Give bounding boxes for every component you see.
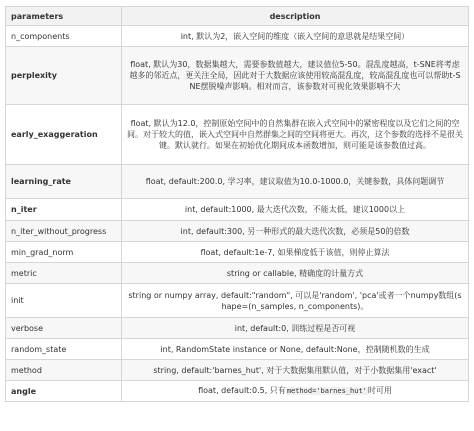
table-row (6, 242, 469, 263)
param-name: method (6, 360, 122, 381)
param-name: early_exaggeration (6, 105, 122, 165)
param-description: float, default:1e-7, 如果梯度低于该值，则停止算法 (122, 242, 469, 263)
param-description: string or numpy array, default:"random", 可以是'random', 'pca'或者一个numpy数组(shape=(n_samples, n_components)。 (122, 284, 469, 318)
param-name: random_state (6, 339, 122, 360)
table-row (6, 360, 469, 381)
param-description: string or callable, 精确度的计量方式 (122, 263, 469, 284)
table-row (6, 26, 469, 47)
param-description: int, default:1000, 最大迭代次数，不能太低，建议1000以上 (122, 199, 469, 221)
desc-text-after: 时可用 (367, 386, 392, 395)
header-parameters: parameters (6, 7, 122, 26)
param-description: string, default:'barnes_hut', 对于大数据集用默认值，对于小数据集用'exact' (122, 360, 469, 381)
desc-text-before: float, default:0.5, 只有 (198, 386, 286, 395)
param-description: int, default:300, 另一种形式的最大迭代次数，必须是50的倍数 (122, 221, 469, 242)
code-snippet: method='barnes_hut' (286, 387, 367, 395)
param-name: n_iter (6, 199, 122, 221)
table-row (6, 105, 469, 165)
param-description (122, 381, 469, 402)
parameters-table (5, 6, 469, 402)
param-description: float, 默认为12.0，控制原始空间中的自然集群在嵌入式空间中的紧密程度以及它们之间的空间。对于较大的值，嵌入式空间中自然群集之间的空间将更大。再次，这个参数的选择不是很关键。默认就行。如果在初始优化期间成本函数增加，则可能是该参数值过高。 (122, 105, 469, 165)
table-row (6, 381, 469, 402)
param-name: n_components (6, 26, 122, 47)
table-row (6, 221, 469, 242)
param-name: learning_rate (6, 165, 122, 199)
table-row (6, 339, 469, 360)
param-description: int, default:0, 训练过程是否可视 (122, 318, 469, 339)
param-name: metric (6, 263, 122, 284)
param-description: float, default:200.0, 学习率，建议取值为10.0-1000.0，关键参数，具体问题调节 (122, 165, 469, 199)
param-name: min_grad_norm (6, 242, 122, 263)
param-description: int, 默认为2，嵌入空间的维度（嵌入空间的意思就是结果空间） (122, 26, 469, 47)
table-row (6, 263, 469, 284)
param-name: perplexity (6, 47, 122, 105)
table-row (6, 199, 469, 221)
param-name: n_iter_without_progress (6, 221, 122, 242)
table-row (6, 165, 469, 199)
table-row (6, 284, 469, 318)
param-name: init (6, 284, 122, 318)
param-description: float, 默认为30，数据集越大，需要参数值越大，建议值位5-50。混乱度越高，t-SNE将考虑越多的邻近点，更关注全局，因此对于大数据应该使用较高混乱度，较高混乱度也可以帮助t-SNE摆脱噪声影响。相对而言，该参数对可视化效果影响不大 (122, 47, 469, 105)
param-description: int, RandomState instance or None, default:None，控制随机数的生成 (122, 339, 469, 360)
header-description: description (122, 7, 469, 26)
table-row (6, 318, 469, 339)
param-name: verbose (6, 318, 122, 339)
table-header-row (6, 7, 469, 26)
param-name: angle (6, 381, 122, 402)
table-row (6, 47, 469, 105)
